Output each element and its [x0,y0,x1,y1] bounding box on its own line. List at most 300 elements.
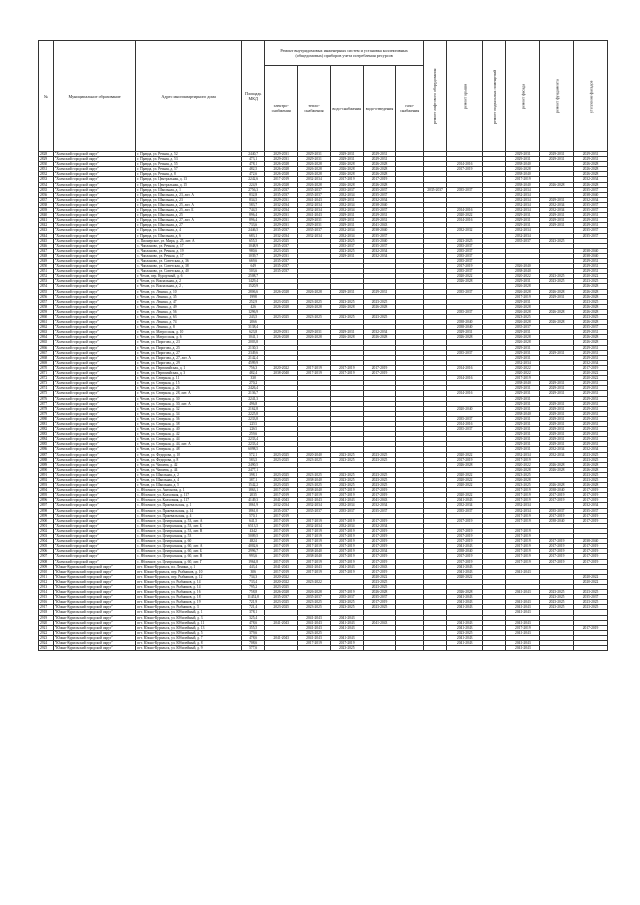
address-cell: пгт. Южно-Курильск, ул. Рыбников, д. 14 [136,584,242,589]
extra-cell: 2026-2028 [574,182,608,187]
water-disposal-cell: 2023-2025 [363,457,396,462]
row-number: 2923 [39,635,54,640]
row-number: 2893 [39,483,54,488]
area-cell: 252,9 [242,299,265,304]
row-number: 2895 [39,493,54,498]
municipality-cell: "Южно-Курильский городской округ" [53,625,135,630]
electricity-cell: 2026-2028 [265,172,298,177]
facade-cell: 2026-2028 [506,467,540,472]
area-cell: 1863,1 [242,488,265,493]
area-cell: 993,6 [242,554,265,559]
water-disposal-cell: 2026-2028 [363,182,396,187]
municipality-cell: "Холмский городской округ" [53,427,135,432]
row-number: 2924 [39,641,54,646]
address-cell: г. Чехов, ул. Северная, д. 15 [136,381,242,386]
heat-cell: 2023-2025 [298,483,331,488]
row-number: 2849 [39,258,54,263]
water-disposal-cell: 2017-2019 [363,518,396,523]
facade-cell: 2041-2043 [506,646,540,651]
row-number: 2835 [39,187,54,192]
extra-cell: 2017-2019 [574,498,608,503]
header-area: Площадь МКД [242,41,265,152]
heat-cell: 2026-2028 [298,182,331,187]
row-number: 2859 [39,309,54,314]
address-cell: с. Чапланово, ул. Советская, д. 38 [136,264,242,269]
facade-cell: 2026-2040 [506,264,540,269]
hot-water-cell: 2023-2025 [330,605,363,610]
municipality-cell: "Холмский городской округ" [53,228,135,233]
water-disposal-cell: 2017-2019 [363,371,396,376]
facade-cell: 2032-2034 [506,503,540,508]
water-disposal-cell: 2026-2028 [363,172,396,177]
roof-cell: 2017-2019 [447,534,483,539]
address-cell: с. Яблочное, ул. Центральная, д. 60, лит. А [136,544,242,549]
row-number: 2913 [39,584,54,589]
address-cell: г. Чехов, ул. Школьная, д. 5 [136,483,242,488]
facade-cell: 2032-2034 [506,192,540,197]
electricity-cell: 2035-2037 [265,595,298,600]
municipality-cell: "Холмский городской округ" [53,452,135,457]
address-cell: г. Правда, ул. Школьная, д. 23 [136,197,242,202]
area-cell: 2477,1 [242,467,265,472]
address-cell: пгт. Южно-Курильск, ул. Юбилейный, д. 13 [136,625,242,630]
facade-cell: 2038-2040 [506,172,540,177]
municipality-cell: "Холмский городской округ" [53,365,135,370]
row-number: 2918 [39,610,54,615]
electricity-cell: 2029-2031 [265,218,298,223]
extra-cell: 2032-2034 [574,197,608,202]
address-cell: с. Яблочное, ул. Центральная, д. 60 [136,539,242,544]
address-cell: г. Чехов, ул. Северная, д. 44 [136,437,242,442]
extra-cell: 2026-2028 [574,335,608,340]
electricity-cell: 2035-2037 [265,243,298,248]
address-cell: г. Чехов, ул. Ленина, д. 74 [136,320,242,325]
hot-water-cell: 2026-2028 [330,172,363,177]
water-disposal-cell: 2041-2043 [363,620,396,625]
address-cell: с. Яблочное, ул. Антонова, д. 1 [136,488,242,493]
heat-cell: 2017-2019 [298,365,331,370]
header-water-disposal: водо-отведения [363,65,396,151]
roof-cell: 2014-2016 [447,208,483,213]
heat-cell: 2041-2043 [298,213,331,218]
foundation-cell: 2023-2025 [540,605,574,610]
extra-cell: 2026-2028 [574,294,608,299]
water-disposal-cell: 2017-2019 [363,600,396,605]
roof-cell: 2035-2037 [447,269,483,274]
municipality-cell: "Холмский городской округ" [53,320,135,325]
facade-cell: 2023-2025 [506,483,540,488]
foundation-cell: 2029-2031 [540,213,574,218]
electricity-cell: 2029-2031 [265,157,298,162]
row-number: 2862 [39,325,54,330]
roof-cell: 2017-2019 [447,167,483,172]
header-address: Адрес многоквартирного дома [136,41,242,152]
municipality-cell: "Южно-Курильский городской округ" [53,564,135,569]
heat-cell: 2020-2040 [298,452,331,457]
foundation-cell: 2017-2019 [540,544,574,549]
row-number: 2830 [39,162,54,167]
foundation-cell: 2017-2019 [540,539,574,544]
address-cell: г. Правда, ул. Школьная, д. 27 [136,223,242,228]
roof-cell: 2020-2022 [447,574,483,579]
extra-cell: 2029-2031 [574,396,608,401]
row-number: 2877 [39,401,54,406]
heat-cell: 2017-2019 [298,528,331,533]
foundation-cell: 2029-2031 [540,427,574,432]
hot-water-cell: 2017-2019 [330,493,363,498]
facade-cell: 2020-2022 [506,462,540,467]
municipality-cell: "Холмский городской округ" [53,381,135,386]
hot-water-cell: 2017-2019 [330,528,363,533]
municipality-cell: "Холмский городской округ" [53,478,135,483]
municipality-cell: "Южно-Курильский городской округ" [53,590,135,595]
electricity-cell: 2032-2034 [265,233,298,238]
water-disposal-cell: 2032-2034 [363,549,396,554]
electricity-cell: 2041-2043 [265,620,298,625]
row-number: 2853 [39,279,54,284]
electricity-cell: 2023-2025 [265,472,298,477]
heat-cell: 2017-2019 [298,539,331,544]
address-cell: г. Чехов, ул. Школьная, д. 4 [136,478,242,483]
extra-cell: 2026-2028 [574,340,608,345]
roof-cell: 2041-2043 [447,600,483,605]
address-cell: г. Чехов, ул. Северная, д. 11 [136,376,242,381]
extra-cell: 2029-2031 [574,345,608,350]
roof-cell: 2035-2037 [447,508,483,513]
water-disposal-cell: 2035-2040 [363,238,396,243]
electricity-cell: 2026-2028 [265,304,298,309]
heat-cell: 2032-2034 [298,233,331,238]
area-cell: 577,6 [242,646,265,651]
municipality-cell: "Холмский городской округ" [53,289,135,294]
heat-cell: 2038-2040 [298,554,331,559]
roof-cell: 2035-2037 [447,187,483,192]
address-cell: с. Яблочное, ул. Центральная, д. 53 [136,534,242,539]
hot-water-cell: 2023-2025 [330,238,363,243]
municipality-cell: "Холмский городской округ" [53,549,135,554]
heat-cell: 2038-2040 [298,488,331,493]
address-cell: пгт. Южно-Курильск, ул. Рыбников, д. 14 [136,579,242,584]
row-number: 2878 [39,406,54,411]
hot-water-cell: 2035-2037 [330,508,363,513]
facade-cell: 2017-2019 [506,376,540,381]
water-disposal-cell: 2035-2037 [363,192,396,197]
hot-water-cell: 2029-2031 [330,218,363,223]
extra-cell: 2029-2031 [574,411,608,416]
extra-cell: 2017-2019 [574,513,608,518]
row-number: 2841 [39,218,54,223]
hot-water-cell: 2032-2034 [330,503,363,508]
area-cell: 243,5 [242,315,265,320]
foundation-cell: 2017-2019 [540,554,574,559]
heat-cell: 2032-2034 [298,523,331,528]
extra-cell: 2029-2031 [574,223,608,228]
extra-cell: 2032-2034 [574,503,608,508]
electricity-cell [265,646,298,651]
facade-cell: 2029-2031 [506,345,540,350]
electricity-cell: 2020-2022 [265,574,298,579]
address-cell: пгт. Южно-Курильск, ул. Юбилейный, д. 3 [136,615,242,620]
extra-cell: 2026-2028 [574,172,608,177]
extra-cell: 2029-2031 [574,386,608,391]
municipality-cell: "Холмский городской округ" [53,376,135,381]
extra-cell: 2020-2022 [574,574,608,579]
water-disposal-cell: 2020-2022 [363,574,396,579]
foundation-cell: 2029-2031 [540,386,574,391]
heat-cell: 2032-2034 [298,503,331,508]
facade-cell: 2029-2031 [506,432,540,437]
address-cell: с. Яблочное, ул. Пржевальская, д. 4 [136,513,242,518]
electricity-cell: 2017-2019 [265,539,298,544]
area-cell: 2136,7 [242,391,265,396]
extra-cell: 2035-2037 [574,508,608,513]
address-cell: с. Чапланово, ул. Речная, д. 17 [136,253,242,258]
municipality-cell: "Южно-Курильский городской округ" [53,641,135,646]
foundation-cell: 2026-2028 [540,182,574,187]
row-number: 2890 [39,467,54,472]
roof-cell: 2020-2022 [447,452,483,457]
row-number: 2829 [39,157,54,162]
address-cell: г. Чехов, ул. Ленина, д. 47 [136,299,242,304]
municipality-cell: "Холмский городской округ" [53,345,135,350]
header-hot-water: водо-снабжения [330,65,363,151]
hot-water-cell: 2041-2043 [330,635,363,640]
municipality-cell: "Холмский городской округ" [53,187,135,192]
row-number: 2866 [39,345,54,350]
address-cell: с. Яблочное, ул. Колхозная, д. 117 [136,498,242,503]
hot-water-cell: 2026-2028 [330,182,363,187]
roof-cell: 2026-2028 [447,279,483,284]
area-cell: 1039,7 [242,253,265,258]
roof-cell: 2035-2037 [447,243,483,248]
heat-cell: 2035-2037 [298,508,331,513]
document-sheet [38,40,608,651]
hot-water-cell: 2023-2025 [330,315,363,320]
address-cell: с. Чапланово, ул. Советская, д. 36 [136,258,242,263]
address-cell: пгт. Южно-Курильск, ул. Юбилейный, д. 5 [136,630,242,635]
roof-cell: 2023-2025 [447,630,483,635]
roof-cell: 2035-2037 [447,416,483,421]
header-extra: утепление фасадов [574,41,608,152]
row-number: 2868 [39,355,54,360]
extra-cell: 2023-2025 [574,315,608,320]
address-cell: г. Чехов, ул. Пирогова, д. 27, лит. А [136,355,242,360]
row-number: 2876 [39,396,54,401]
heat-cell: 2029-2031 [298,157,331,162]
municipality-cell: "Холмский городской округ" [53,513,135,518]
hot-water-cell: 2026-2028 [330,167,363,172]
municipality-cell: "Холмский городской округ" [53,559,135,564]
roof-cell: 2035-2037 [447,248,483,253]
electricity-cell: 2017-2019 [265,549,298,554]
municipality-cell: "Холмский городской округ" [53,284,135,289]
municipality-cell: "Холмский городской округ" [53,315,135,320]
roof-cell: 2035-2037 [447,289,483,294]
area-cell: 496,8 [242,401,265,406]
area-cell: 398,1 [242,472,265,477]
area-cell: 4002,6 [242,544,265,549]
municipality-cell: "Холмский городской округ" [53,152,135,157]
foundation-cell: 2029-2031 [540,381,574,386]
extra-cell: 2029-2031 [574,432,608,437]
municipality-cell: "Холмский городской округ" [53,340,135,345]
water-disposal-cell: 2017-2019 [363,544,396,549]
facade-cell: 2017-2019 [506,549,540,554]
foundation-cell: 2029-2031 [540,406,574,411]
foundation-cell: 2029-2031 [540,401,574,406]
foundation-cell: 2032-2034 [540,202,574,207]
row-number: 2888 [39,457,54,462]
extra-cell: 2029-2031 [574,437,608,442]
foundation-cell: 2023-2025 [540,595,574,600]
hot-water-cell: 2029-2031 [330,223,363,228]
facade-cell: 2032-2034 [506,508,540,513]
facade-cell: 2029-2031 [506,218,540,223]
facade-cell: 2017-2019 [506,625,540,630]
municipality-cell: "Холмский городской округ" [53,177,135,182]
facade-cell: 2032-2034 [506,208,540,213]
hot-water-cell: 2017-2019 [330,518,363,523]
extra-cell: 2035-2037 [574,595,608,600]
roof-cell: 2017-2019 [447,528,483,533]
water-disposal-cell: 2017-2019 [363,569,396,574]
extra-cell: 2029-2031 [574,401,608,406]
heat-cell: 2041-2043 [298,564,331,569]
roof-cell: 2041-2043 [447,635,483,640]
facade-cell: 2029-2031 [506,355,540,360]
hot-water-cell: 2029-2031 [330,157,363,162]
municipality-cell: "Холмский городской округ" [53,462,135,467]
electricity-cell: 2035-2037 [265,508,298,513]
extra-cell: 2023-2025 [574,452,608,457]
electricity-cell: 2017-2019 [265,513,298,518]
water-disposal-cell: 2023-2025 [363,315,396,320]
water-disposal-cell: 2026-2028 [363,304,396,309]
row-number: 2881 [39,421,54,426]
facade-cell: 2029-2031 [506,157,540,162]
foundation-cell: 2032-2034 [540,452,574,457]
area-cell: 482,5 [242,167,265,172]
municipality-cell: "Холмский городской округ" [53,432,135,437]
heat-cell: 2041-2043 [298,625,331,630]
extra-cell: 2029-2031 [574,427,608,432]
facade-cell: 2038-2040 [506,411,540,416]
heat-cell: 2026-2028 [298,167,331,172]
extra-cell: 2020-2022 [574,274,608,279]
facade-cell: 2017-2019 [506,559,540,564]
electricity-cell: 2017-2019 [265,544,298,549]
roof-cell: 2014-2016 [447,162,483,167]
foundation-cell: 2029-2031 [540,197,574,202]
area-cell: 2349,6 [242,350,265,355]
row-number: 2910 [39,569,54,574]
water-disposal-cell: 2023-2025 [363,299,396,304]
roof-cell: 2035-2037 [447,253,483,258]
water-disposal-cell: 2023-2025 [363,478,396,483]
area-cell: 2263 [242,427,265,432]
facade-cell: 2017-2019 [506,554,540,559]
facade-cell: 2041-2043 [506,620,540,625]
foundation-cell: 2038-2040 [540,488,574,493]
row-number: 2839 [39,208,54,213]
roof-cell: 2035-2037 [447,309,483,314]
hot-water-cell: 2041-2043 [330,625,363,630]
address-cell: с. Чапланово, ул. Речная, д. 17 [136,243,242,248]
water-disposal-cell: 2017-2019 [363,559,396,564]
municipality-cell: "Холмский городской округ" [53,167,135,172]
hot-water-cell: 2032-2034 [330,208,363,213]
roof-cell: 2041-2043 [447,564,483,569]
roof-cell: 2041-2043 [447,620,483,625]
electricity-cell: 2017-2019 [265,559,298,564]
heat-cell: 2017-2019 [298,518,331,523]
electricity-cell: 2035-2037 [265,258,298,263]
facade-cell: 2038-2040 [506,381,540,386]
roof-cell: 2017-2019 [447,539,483,544]
extra-cell: 2029-2031 [574,350,608,355]
municipality-cell: "Холмский городской округ" [53,157,135,162]
facade-cell: 2041-2043 [506,605,540,610]
municipality-cell: "Холмский городской округ" [53,396,135,401]
facade-cell: 2032-2034 [506,452,540,457]
municipality-cell: "Холмский городской округ" [53,253,135,258]
extra-cell: 2035-2037 [574,208,608,213]
heat-cell: 2029-2031 [298,223,331,228]
facade-cell: 2041-2043 [506,610,540,615]
row-number: 2846 [39,243,54,248]
area-cell: 1998 [242,294,265,299]
hot-water-cell: 2023-2025 [330,646,363,651]
electricity-cell: 2017-2019 [265,534,298,539]
heat-cell: 2017-2019 [298,534,331,539]
area-cell: 623,8 [242,330,265,335]
address-cell: с. Яблочное, ул. Центральная, д. 53, лит. В [136,528,242,533]
municipality-cell: "Холмский городской округ" [53,162,135,167]
facade-cell: 2029-2031 [506,427,540,432]
heat-cell: 2017-2019 [298,371,331,376]
heat-cell: 2041-2043 [298,615,331,620]
foundation-cell: 2032-2034 [540,447,574,452]
area-cell: 2233,8 [242,416,265,421]
address-cell: с. Яблочное, ул. Колхозная, д. 117 [136,493,242,498]
municipality-cell: "Холмский городской округ" [53,493,135,498]
electricity-cell: 2029-2031 [265,152,298,157]
roof-cell: 2041-2043 [447,595,483,600]
municipality-cell: "Холмский городской округ" [53,304,135,309]
row-number: 2897 [39,503,54,508]
address-cell: пгт. Южно-Курильск, пер. Рыбников, д. 12 [136,574,242,579]
heat-cell: 2029-2031 [298,330,331,335]
address-cell: пгт. Южно-Курильск, ул. Рыбников, д. 3 [136,605,242,610]
heat-cell: 2023-2025 [298,630,331,635]
municipality-cell: "Холмский городской округ" [53,269,135,274]
facade-cell: 2032-2034 [506,228,540,233]
row-number: 2887 [39,452,54,457]
area-cell: 2756,3 [242,187,265,192]
lift-cell: 2035-2037 [423,187,446,192]
address-cell: с. Чапланово, ул. Речная, д. 19 [136,248,242,253]
electricity-cell: 2023-2025 [265,248,298,253]
water-disposal-cell: 2023-2025 [363,472,396,477]
address-cell: г. Чехов, ул. Матросская, д. 10 [136,330,242,335]
roof-cell: 2017-2019 [447,554,483,559]
area-cell: 1296,9 [242,309,265,314]
hot-water-cell: 2041-2043 [330,498,363,503]
area-cell: 570,1 [242,513,265,518]
header-electricity: электро-снабжения [265,65,298,151]
area-cell: 2233,4 [242,437,265,442]
address-cell: г. Чехов, ул. Северная, д. 32 [136,406,242,411]
